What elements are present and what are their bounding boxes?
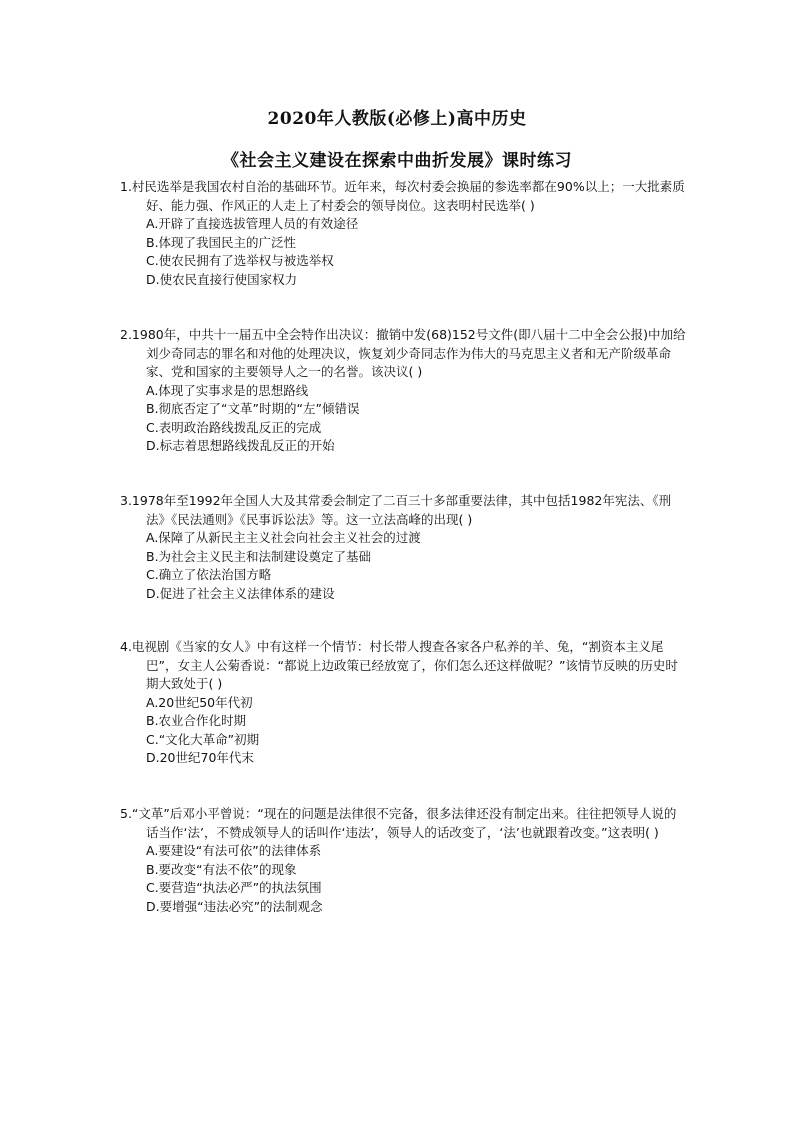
option-d: D.使农民直接行使国家权力 — [146, 271, 298, 287]
option-c: C.要营造“执法必严”的执法氛围 — [146, 880, 322, 895]
option-c: C.确立了依法治国方略 — [146, 567, 272, 582]
option-b: B.农业合作化时期 — [146, 713, 247, 728]
option-d: D.标志着思想路线拨乱反正的开始 — [146, 438, 335, 453]
option-d: D.20世纪70年代末 — [146, 750, 254, 765]
document-title: 2020年人教版(必修上)高中历史 — [267, 109, 527, 129]
question-stem: 3.1978年至1992年全国人大及其常委会制定了二百三十多部重要法律，其中包括1982年宪法、《刑法》《民法通则》《民事诉讼法》等。这一立法高峰的出现( ) — [120, 493, 672, 527]
question-5 — [120, 805, 688, 916]
option-c: C.“文化大革命”初期 — [146, 731, 260, 747]
option-b: B.为社会主义民主和法制建设奠定了基础 — [146, 548, 372, 564]
option-a: A.开辟了直接选拔管理人员的有效途径 — [146, 216, 359, 231]
option-b: B.体现了我国民主的广泛性 — [146, 234, 297, 250]
option-d: D.促进了社会主义法律体系的建设 — [146, 585, 335, 601]
question-stem: 1.村民选举是我国农村自治的基础环节。近年来，每次村委会换届的参选率都在90%以上；一大批素质好、能力强、作风正的人走上了村委会的领导岗位。这表明村民选举( ) — [120, 179, 685, 213]
question-2 — [120, 326, 688, 456]
option-a: A.保障了从新民主主义社会向社会主义社会的过渡 — [146, 530, 421, 545]
question-stem: 2.1980年，中共十一届五中全会特作出决议：撤销中发(68)152号文件(即八届十二中全会公报)中加给刘少奇同志的罪名和对他的处理决议，恢复刘少奇同志作为伟大的马克思主义者和无产阶级革命家、党和国家的主要领导人之一的名誉。该决议( ) — [120, 327, 686, 379]
option-c: C.使农民拥有了选举权与被选举权 — [146, 253, 334, 268]
option-b: B.彻底否定了“文革”时期的“左”倾错误 — [146, 401, 360, 416]
option-b: B.要改变“有法不依”的现象 — [146, 861, 297, 877]
question-3 — [120, 492, 688, 603]
question-4 — [120, 638, 688, 768]
question-1 — [120, 178, 688, 289]
option-d: D.要增强“违法必究”的法制观念 — [146, 898, 323, 914]
option-c: C.表明政治路线拨乱反正的完成 — [146, 419, 322, 435]
option-a: A.20世纪50年代初 — [146, 694, 253, 710]
question-stem: 4.电视剧《当家的女人》中有这样一个情节：村长带人搜查各家各户私养的羊、兔，“割资本主义尾巴”，女主人公菊香说：“都说上边政策已经放宽了，你们怎么还这样做呢？”该情节反映的历史时期大致处于( ) — [120, 639, 678, 691]
document-subtitle: 《社会主义建设在探索中曲折发展》课时练习 — [222, 151, 572, 171]
option-a: A.要建设“有法可依”的法律体系 — [146, 843, 322, 858]
question-stem: 5.“文革”后邓小平曾说：“现在的问题是法律很不完备，很多法律还没有制定出来。往往把领导人说的话当作‘法’，不赞成领导人的话叫作‘违法’，领导人的话改变了，‘法’也就跟着改变。”这表明( ) — [120, 806, 677, 840]
option-a: A.体现了实事求是的思想路线 — [146, 382, 309, 398]
